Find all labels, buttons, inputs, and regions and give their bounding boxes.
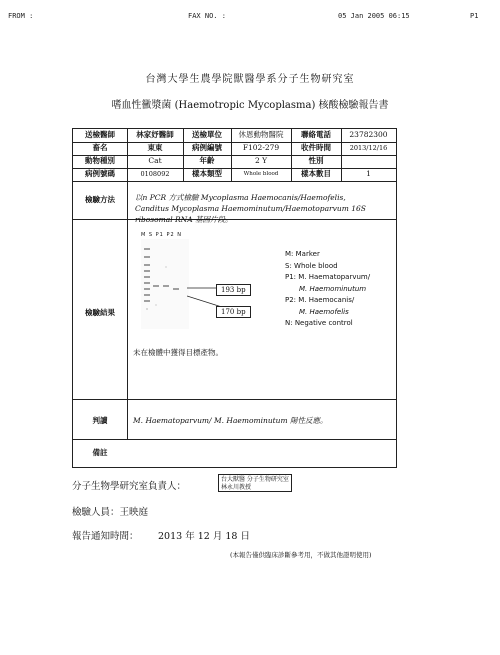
label-phone: 聯絡電話 [301, 130, 331, 139]
label-sample-count: 樣本數目 [301, 169, 331, 178]
label-unit: 送檢單位 [192, 130, 222, 139]
method-text: 以n PCR 方式檢驗 Mycoplasma Haemocanis/Haemofelis, Canditus Mycoplasma Haemominutum/Haemotoparvum 16S ribosomal RNA 基因片段。 [135, 193, 366, 224]
value-sample-count: 1 [366, 169, 371, 178]
supervisor-label: 分子生物學研究室負責人： [72, 481, 187, 492]
value-unit: 休恩動物醫院 [238, 130, 284, 139]
value-species: Cat [148, 156, 162, 165]
value-record-no: 0108092 [140, 170, 170, 178]
report-table [72, 128, 397, 468]
fax-from: FROM : [8, 12, 34, 20]
fax-number: FAX NO. : [188, 12, 226, 20]
label-vet: 送檢醫師 [85, 130, 115, 139]
band-170bp: 170 bp [216, 306, 251, 318]
fax-page: P1 [470, 12, 479, 20]
value-phone: 23782300 [349, 130, 388, 139]
label-result: 檢驗結果 [85, 308, 115, 317]
disclaimer-note: (本報告僅供臨床診斷參考用，不做其他證明使用) [230, 551, 372, 559]
label-age: 年齡 [199, 156, 215, 165]
gel-image [141, 239, 189, 329]
label-pet-name: 畜名 [92, 143, 108, 152]
label-method: 檢驗方法 [85, 195, 115, 204]
band-193bp: 193 bp [216, 284, 251, 296]
label-remarks: 備註 [92, 448, 108, 457]
label-sample-type: 樣本類型 [192, 169, 222, 178]
lab-stamp: 台大獸醫 分子生物研究室 林永川教授 [218, 474, 292, 492]
value-sample-type: Whole blood [243, 171, 279, 177]
report-date-value: 2013 年 12 月 18 日 [158, 531, 250, 542]
report-title: 嗜血性黴漿菌 (Haemotropic Mycoplasma) 核酸檢驗報告書 [111, 100, 389, 111]
fax-datetime: 05 Jan 2005 06:15 [338, 12, 410, 20]
value-case-no: F102-279 [242, 143, 280, 152]
gel-legend: M: Marker S: Whole blood P1: M. Haematoparvum/ M. Haemominutum P2: M. Haemocanis/ M. Haemofelis N: Negative control [285, 250, 371, 327]
value-pet-name: 東東 [147, 143, 163, 152]
value-received: 2013/12/16 [349, 144, 388, 152]
label-received: 收件時間 [301, 143, 331, 152]
value-age: 2 Y [254, 156, 268, 165]
value-vet: 林家妤醫師 [136, 130, 174, 139]
label-species: 動物種別 [85, 156, 115, 165]
label-record-no: 病例號碼 [85, 169, 115, 178]
label-judgement: 判讀 [92, 416, 108, 425]
inspector: 檢驗人員：王映庭 [72, 507, 149, 518]
report-date-label: 報告通知時間： [72, 531, 139, 542]
gel-lane-labels: M S P1 P2 N [141, 232, 182, 238]
label-sex: 性別 [308, 156, 324, 165]
institution-title: 台灣大學生農學院獸醫學系分子生物研究室 [145, 74, 355, 85]
judgement-text: M. Haematoparvum/ M. Haemominutum 陽性反應。 [133, 416, 328, 425]
label-case-no: 病例編號 [192, 143, 222, 152]
not-detected-text: 未在檢體中獲得目標產物。 [133, 348, 223, 357]
